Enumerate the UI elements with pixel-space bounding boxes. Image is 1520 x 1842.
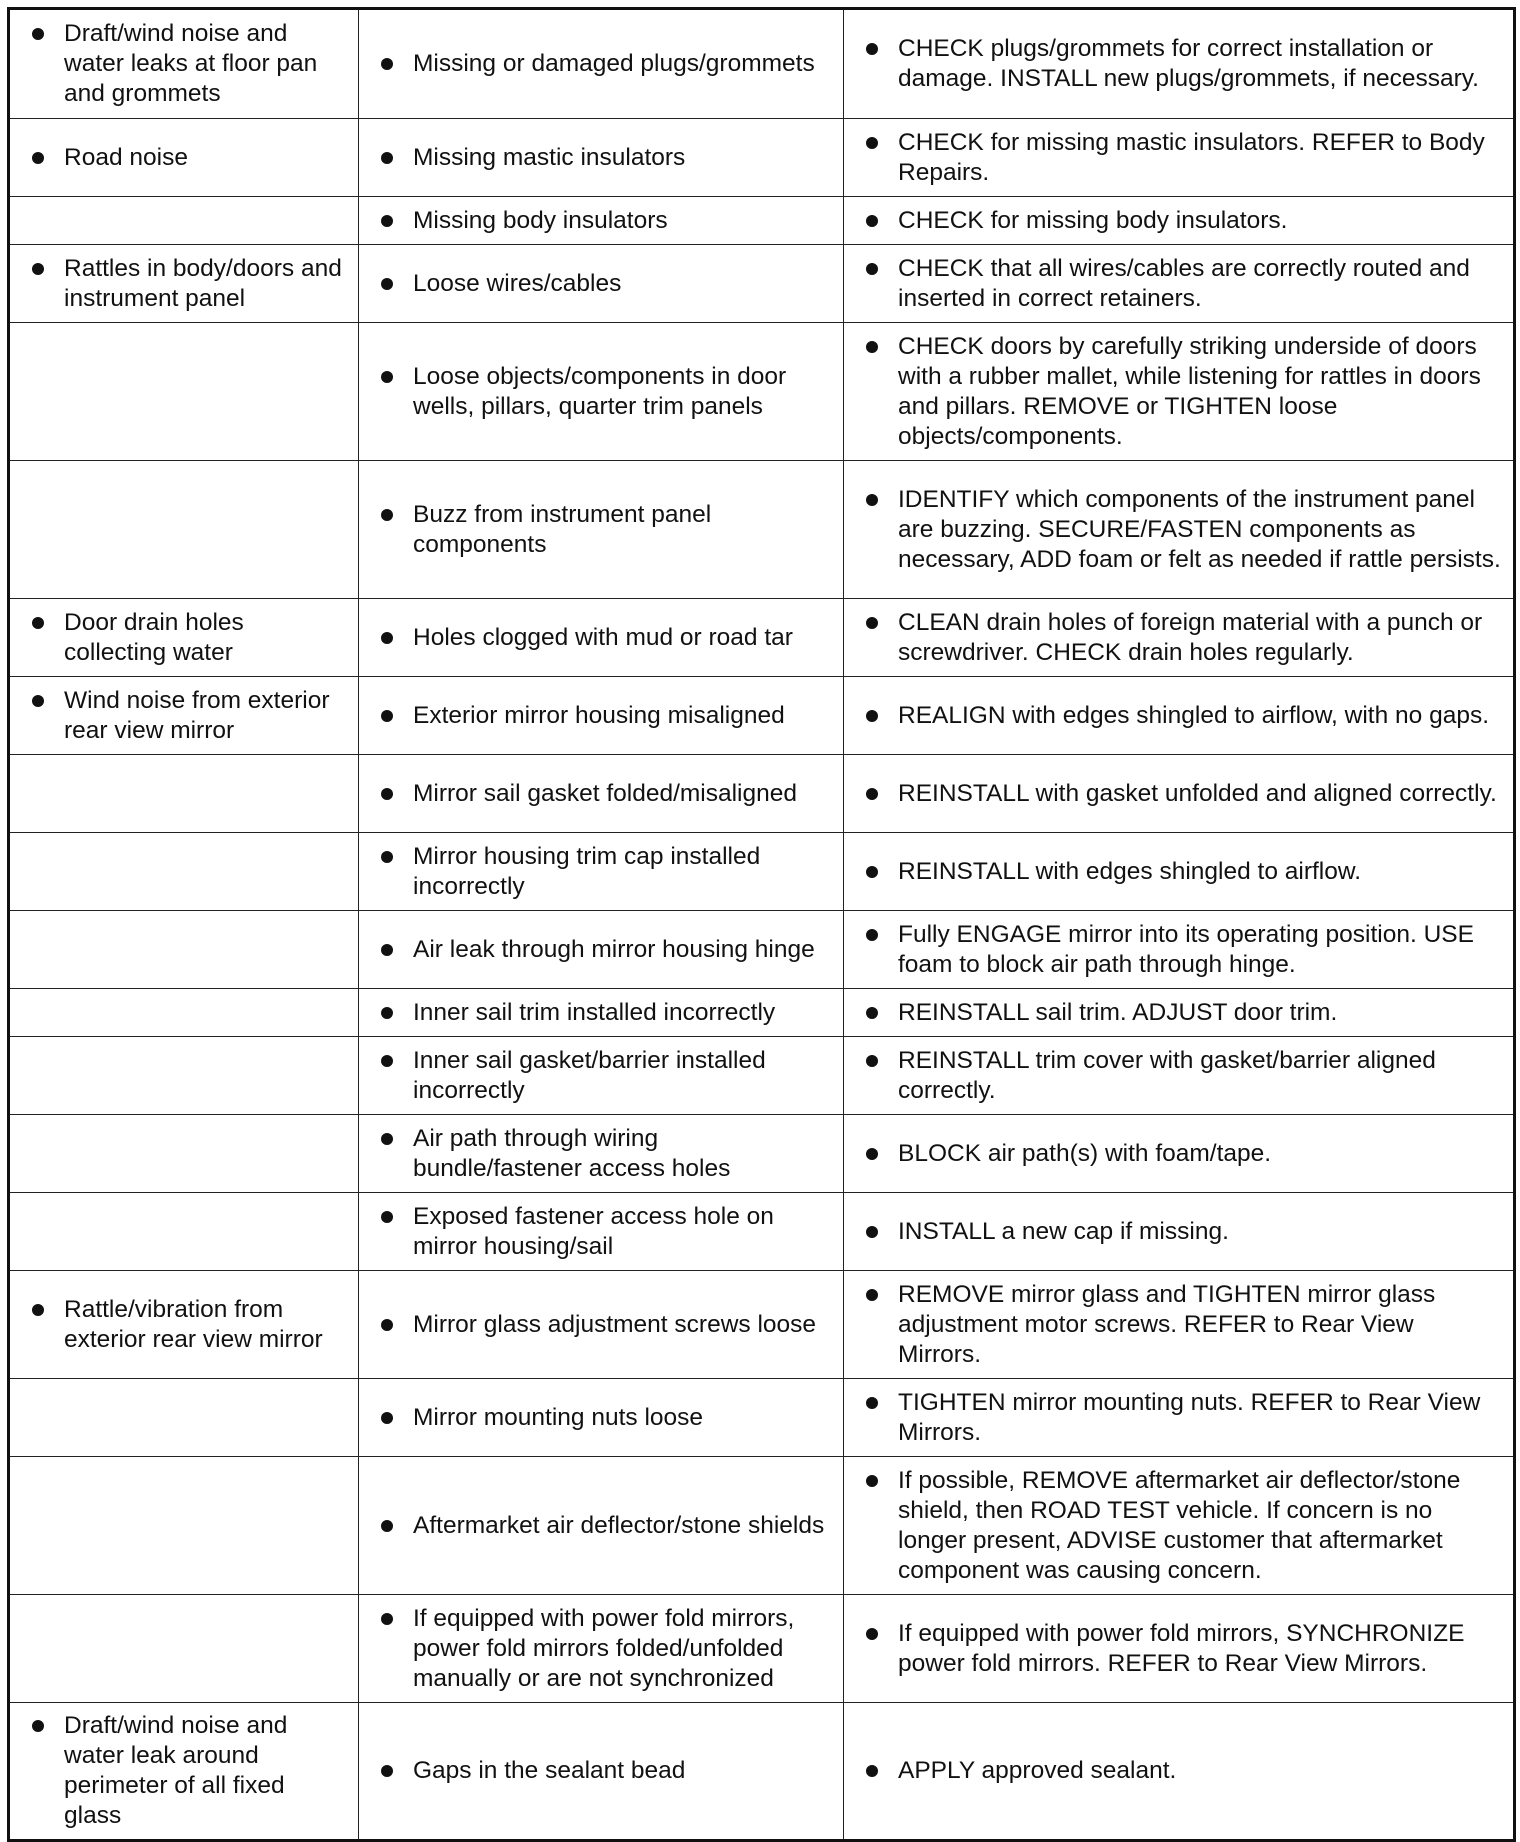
- action-cell: [844, 599, 1515, 677]
- cause-text: Missing body insulators: [413, 206, 668, 234]
- bullet-item: [22, 19, 348, 109]
- bullet-icon: [866, 1226, 878, 1238]
- bullet-item: [856, 701, 1503, 731]
- action-cell: [844, 833, 1515, 911]
- action-text: TIGHTEN mirror mounting nuts. REFER to Rear View Mirrors.: [898, 1388, 1481, 1446]
- cause-text: Mirror housing trim cap installed incorrectly: [413, 842, 761, 900]
- bullet-icon: [866, 215, 878, 227]
- diagnosis-table-body: [9, 9, 1515, 1841]
- bullet-item: [856, 1388, 1503, 1448]
- bullet-icon: [32, 617, 44, 629]
- cause-cell: [359, 1115, 844, 1193]
- condition-cell: [9, 323, 359, 461]
- bullet-icon: [381, 1055, 393, 1067]
- bullet-icon: [866, 710, 878, 722]
- cause-cell: [359, 9, 844, 119]
- bullet-item: [371, 998, 833, 1028]
- bullet-item: [371, 935, 833, 965]
- bullet-item: [371, 1202, 833, 1262]
- bullet-icon: [381, 215, 393, 227]
- condition-cell: [9, 833, 359, 911]
- action-cell: [844, 1193, 1515, 1271]
- bullet-icon: [866, 1628, 878, 1640]
- action-text: REALIGN with edges shingled to airflow, with no gaps.: [898, 701, 1490, 729]
- action-text: CHECK for missing mastic insulators. REFER to Body Repairs.: [898, 128, 1485, 186]
- bullet-item: [856, 608, 1503, 668]
- bullet-item: [856, 779, 1503, 809]
- bullet-item: [22, 254, 348, 314]
- bullet-icon: [381, 1520, 393, 1532]
- action-cell: [844, 911, 1515, 989]
- table-row: [9, 1115, 1515, 1193]
- bullet-item: [371, 623, 833, 653]
- condition-cell: [9, 755, 359, 833]
- bullet-icon: [381, 1007, 393, 1019]
- cause-cell: [359, 599, 844, 677]
- bullet-item: [371, 1604, 833, 1694]
- table-row: [9, 911, 1515, 989]
- bullet-icon: [866, 1397, 878, 1409]
- table-row: [9, 323, 1515, 461]
- condition-cell: [9, 911, 359, 989]
- bullet-item: [371, 206, 833, 236]
- bullet-icon: [866, 617, 878, 629]
- condition-cell: [9, 1271, 359, 1379]
- cause-text: Buzz from instrument panel components: [413, 500, 712, 558]
- bullet-icon: [381, 944, 393, 956]
- condition-cell: [9, 119, 359, 197]
- bullet-icon: [32, 28, 44, 40]
- action-cell: [844, 1703, 1515, 1841]
- action-text: REINSTALL sail trim. ADJUST door trim.: [898, 998, 1338, 1026]
- bullet-icon: [866, 1148, 878, 1160]
- bullet-icon: [381, 632, 393, 644]
- bullet-icon: [381, 371, 393, 383]
- action-cell: [844, 1595, 1515, 1703]
- bullet-icon: [32, 695, 44, 707]
- action-text: If possible, REMOVE aftermarket air deflector/stone shield, then ROAD TEST vehicle. If concern is no longer present, ADVISE customer that aftermarket component was causing concern.: [898, 1466, 1461, 1584]
- action-text: APPLY approved sealant.: [898, 1757, 1177, 1784]
- cause-cell: [359, 1457, 844, 1595]
- bullet-icon: [381, 509, 393, 521]
- bullet-item: [856, 332, 1503, 452]
- bullet-icon: [866, 1007, 878, 1019]
- bullet-item: [856, 485, 1503, 575]
- bullet-icon: [866, 341, 878, 353]
- condition-cell: [9, 599, 359, 677]
- bullet-item: [856, 254, 1503, 314]
- condition-text: Wind noise from exterior rear view mirror: [64, 686, 330, 744]
- action-cell: [844, 989, 1515, 1037]
- bullet-icon: [32, 1720, 44, 1732]
- diagnosis-table-sheet: [7, 7, 1513, 1842]
- bullet-icon: [381, 788, 393, 800]
- condition-cell: [9, 461, 359, 599]
- action-cell: [844, 245, 1515, 323]
- cause-cell: [359, 1595, 844, 1703]
- cause-text: Exterior mirror housing misaligned: [413, 701, 785, 729]
- action-cell: [844, 9, 1515, 119]
- action-cell: [844, 119, 1515, 197]
- cause-text: Loose objects/components in door wells, pillars, quarter trim panels: [413, 362, 787, 420]
- cause-cell: [359, 1379, 844, 1457]
- condition-cell: [9, 677, 359, 755]
- action-text: IDENTIFY which components of the instrument panel are buzzing. SECURE/FASTEN components as necessary, ADD foam or felt as needed if rattle persists.: [898, 485, 1501, 573]
- bullet-icon: [381, 278, 393, 290]
- cause-cell: [359, 461, 844, 599]
- bullet-icon: [381, 851, 393, 863]
- condition-cell: [9, 1115, 359, 1193]
- bullet-icon: [381, 710, 393, 722]
- action-cell: [844, 461, 1515, 599]
- bullet-item: [22, 1295, 348, 1355]
- bullet-icon: [32, 263, 44, 275]
- table-row: [9, 677, 1515, 755]
- bullet-item: [856, 128, 1503, 188]
- bullet-item: [371, 1403, 833, 1433]
- action-text: REMOVE mirror glass and TIGHTEN mirror glass adjustment motor screws. REFER to Rear View Mirrors.: [898, 1280, 1436, 1368]
- condition-cell: [9, 197, 359, 245]
- action-text: CHECK for missing body insulators.: [898, 206, 1288, 234]
- cause-text: Inner sail trim installed incorrectly: [413, 998, 776, 1026]
- diagnosis-table: [7, 7, 1516, 1842]
- bullet-icon: [381, 1133, 393, 1145]
- table-row: [9, 1457, 1515, 1595]
- condition-text: Road noise: [64, 143, 188, 171]
- bullet-item: [371, 49, 833, 79]
- action-cell: [844, 1379, 1515, 1457]
- action-cell: [844, 1115, 1515, 1193]
- bullet-icon: [381, 1211, 393, 1223]
- action-cell: [844, 755, 1515, 833]
- table-row: [9, 1379, 1515, 1457]
- condition-cell: [9, 1193, 359, 1271]
- bullet-icon: [32, 1304, 44, 1316]
- table-row: [9, 119, 1515, 197]
- bullet-item: [856, 1139, 1503, 1169]
- bullet-icon: [866, 43, 878, 55]
- bullet-icon: [32, 152, 44, 164]
- action-cell: [844, 677, 1515, 755]
- action-text: CHECK that all wires/cables are correctly routed and inserted in correct retainers.: [898, 254, 1470, 312]
- bullet-item: [856, 857, 1503, 887]
- action-text: INSTALL a new cap if missing.: [898, 1217, 1229, 1245]
- action-cell: [844, 1271, 1515, 1379]
- condition-text: Rattle/vibration from exterior rear view mirror: [64, 1295, 323, 1353]
- table-row: [9, 989, 1515, 1037]
- cause-text: If equipped with power fold mirrors, power fold mirrors folded/unfolded manually or are not synchronized: [413, 1604, 795, 1692]
- cause-cell: [359, 1703, 844, 1841]
- cause-cell: [359, 1037, 844, 1115]
- bullet-icon: [381, 1765, 393, 1777]
- cause-text: Gaps in the sealant bead: [413, 1757, 686, 1784]
- action-text: BLOCK air path(s) with foam/tape.: [898, 1139, 1272, 1167]
- bullet-item: [856, 920, 1503, 980]
- table-row: [9, 599, 1515, 677]
- bullet-item: [22, 608, 348, 668]
- bullet-icon: [381, 58, 393, 70]
- cause-text: Aftermarket air deflector/stone shields: [413, 1511, 825, 1539]
- table-row: [9, 245, 1515, 323]
- cause-text: Exposed fastener access hole on mirror housing/sail: [413, 1202, 774, 1260]
- action-text: Fully ENGAGE mirror into its operating position. USE foam to block air path through hinge.: [898, 920, 1474, 978]
- condition-cell: [9, 245, 359, 323]
- action-text: CHECK doors by carefully striking underside of doors with a rubber mallet, while listening for rattles in doors and pillars. REMOVE or TIGHTEN loose objects/components.: [898, 332, 1481, 450]
- bullet-icon: [381, 1613, 393, 1625]
- bullet-icon: [381, 152, 393, 164]
- bullet-item: [856, 1466, 1503, 1586]
- table-row: [9, 1271, 1515, 1379]
- table-row: [9, 1037, 1515, 1115]
- bullet-item: [371, 1124, 833, 1184]
- cause-cell: [359, 989, 844, 1037]
- bullet-item: [371, 500, 833, 560]
- cause-cell: [359, 197, 844, 245]
- bullet-item: [856, 1280, 1503, 1370]
- cause-text: Mirror mounting nuts loose: [413, 1403, 704, 1431]
- table-row: [9, 755, 1515, 833]
- bullet-icon: [381, 1319, 393, 1331]
- bullet-item: [856, 1217, 1503, 1247]
- table-row: [9, 1595, 1515, 1703]
- bullet-item: [856, 1619, 1503, 1679]
- cause-text: Inner sail gasket/barrier installed incorrectly: [413, 1046, 766, 1104]
- condition-cell: [9, 1703, 359, 1841]
- action-cell: [844, 197, 1515, 245]
- cause-text: Mirror sail gasket folded/misaligned: [413, 779, 797, 807]
- bullet-icon: [866, 263, 878, 275]
- table-row: [9, 1703, 1515, 1841]
- action-text: REINSTALL trim cover with gasket/barrier aligned correctly.: [898, 1046, 1436, 1104]
- condition-text: Door drain holes collecting water: [64, 608, 244, 666]
- action-cell: [844, 1037, 1515, 1115]
- action-cell: [844, 1457, 1515, 1595]
- bullet-item: [22, 1711, 348, 1831]
- bullet-item: [856, 1756, 1503, 1786]
- bullet-item: [371, 1756, 833, 1786]
- table-row: [9, 197, 1515, 245]
- cause-cell: [359, 119, 844, 197]
- cause-cell: [359, 1271, 844, 1379]
- cause-cell: [359, 323, 844, 461]
- bullet-item: [371, 701, 833, 731]
- condition-cell: [9, 1457, 359, 1595]
- table-row: [9, 9, 1515, 119]
- bullet-icon: [866, 929, 878, 941]
- bullet-item: [371, 1511, 833, 1541]
- condition-cell: [9, 9, 359, 119]
- condition-cell: [9, 1379, 359, 1457]
- condition-text: Rattles in body/doors and instrument panel: [64, 254, 342, 312]
- cause-cell: [359, 755, 844, 833]
- action-text: REINSTALL with edges shingled to airflow.: [898, 857, 1362, 885]
- bullet-item: [371, 269, 833, 299]
- condition-text: Draft/wind noise and water leak around perimeter of all fixed glass: [64, 1712, 288, 1829]
- cause-text: Loose wires/cables: [413, 269, 622, 297]
- cause-cell: [359, 677, 844, 755]
- cause-text: Missing mastic insulators: [413, 143, 686, 171]
- bullet-item: [371, 842, 833, 902]
- bullet-item: [371, 779, 833, 809]
- cause-cell: [359, 1193, 844, 1271]
- bullet-item: [856, 998, 1503, 1028]
- condition-text: Draft/wind noise and water leaks at floor pan and grommets: [64, 20, 318, 107]
- table-row: [9, 461, 1515, 599]
- bullet-item: [371, 1310, 833, 1340]
- bullet-icon: [866, 1055, 878, 1067]
- action-text: CHECK plugs/grommets for correct installation or damage. INSTALL new plugs/grommets, if necessary.: [898, 35, 1479, 92]
- action-text: If equipped with power fold mirrors, SYNCHRONIZE power fold mirrors. REFER to Rear View Mirrors.: [898, 1619, 1465, 1677]
- bullet-icon: [866, 1765, 878, 1777]
- cause-cell: [359, 245, 844, 323]
- table-row: [9, 833, 1515, 911]
- action-text: CLEAN drain holes of foreign material with a punch or screwdriver. CHECK drain holes regularly.: [898, 608, 1483, 666]
- cause-text: Holes clogged with mud or road tar: [413, 623, 793, 651]
- action-cell: [844, 323, 1515, 461]
- cause-text: Air path through wiring bundle/fastener access holes: [413, 1124, 731, 1182]
- bullet-item: [371, 362, 833, 422]
- table-row: [9, 1193, 1515, 1271]
- bullet-item: [371, 143, 833, 173]
- bullet-item: [22, 143, 348, 173]
- condition-cell: [9, 1595, 359, 1703]
- action-text: REINSTALL with gasket unfolded and aligned correctly.: [898, 779, 1497, 807]
- bullet-item: [856, 1046, 1503, 1106]
- bullet-item: [856, 34, 1503, 94]
- bullet-icon: [866, 1289, 878, 1301]
- bullet-icon: [866, 788, 878, 800]
- cause-text: Missing or damaged plugs/grommets: [413, 50, 815, 77]
- bullet-item: [371, 1046, 833, 1106]
- cause-text: Mirror glass adjustment screws loose: [413, 1310, 817, 1338]
- cause-cell: [359, 911, 844, 989]
- bullet-item: [856, 206, 1503, 236]
- bullet-icon: [866, 494, 878, 506]
- condition-cell: [9, 989, 359, 1037]
- cause-cell: [359, 833, 844, 911]
- bullet-icon: [381, 1412, 393, 1424]
- bullet-icon: [866, 1475, 878, 1487]
- bullet-item: [22, 686, 348, 746]
- cause-text: Air leak through mirror housing hinge: [413, 935, 815, 963]
- bullet-icon: [866, 866, 878, 878]
- bullet-icon: [866, 137, 878, 149]
- condition-cell: [9, 1037, 359, 1115]
